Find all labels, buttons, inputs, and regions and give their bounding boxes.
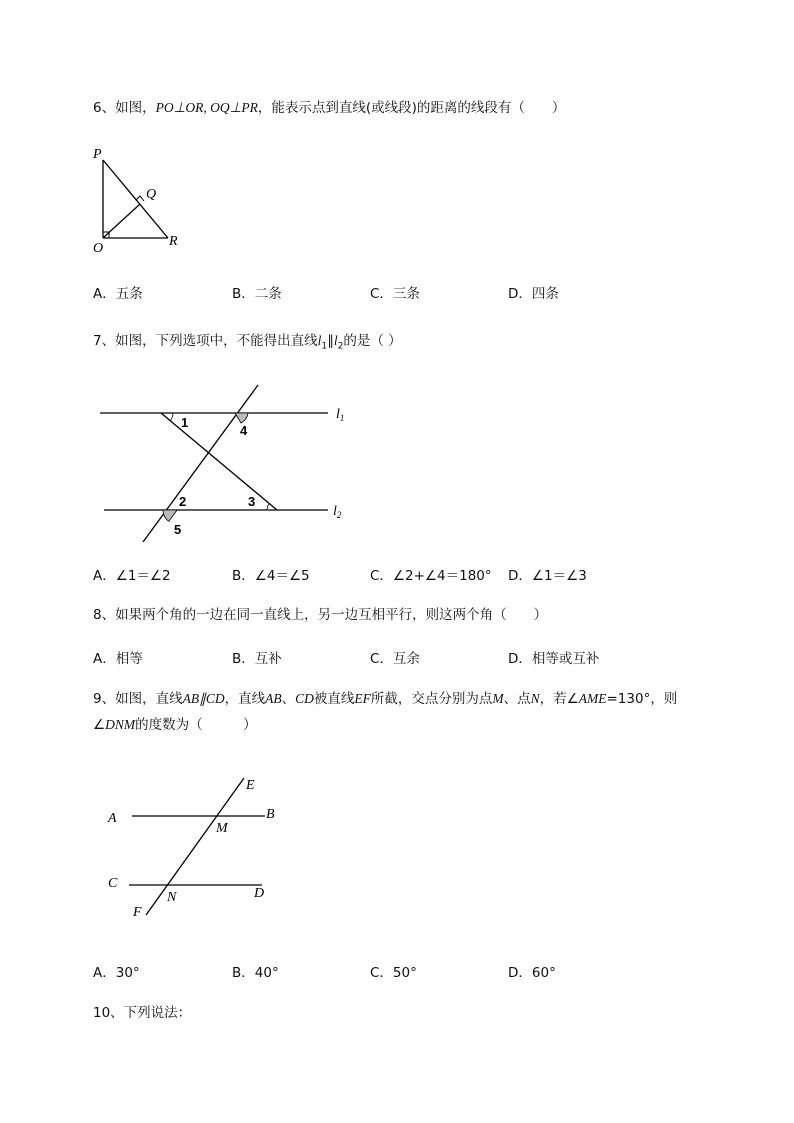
- angle-label-5: 5: [174, 522, 182, 537]
- question-8-options: [93, 647, 713, 667]
- label-P: P: [93, 147, 102, 162]
- option-d[interactable]: D．四条: [508, 286, 559, 302]
- figure-q9-parallel-lines: [100, 772, 290, 926]
- question-7-stem: 7、如图，下列选项中，不能得出直线$l_1\parallel l_2$的是（ ）: [93, 333, 402, 352]
- question-10-stem: 10、下列说法：: [93, 1005, 192, 1021]
- label-C: C: [108, 876, 118, 891]
- option-b[interactable]: B．∠4＝∠5: [232, 568, 310, 584]
- angle-label-3: 3: [248, 494, 256, 509]
- question-9-stem-line-2: ∠DNM的度数为（ ）: [93, 717, 257, 733]
- label-E: E: [246, 778, 255, 793]
- label-N: N: [167, 890, 177, 905]
- option-d[interactable]: D．∠1＝∠3: [508, 568, 587, 584]
- question-8-stem: 8、如果两个角的一边在同一直线上，另一边互相平行，则这两个角（ ）: [93, 607, 548, 623]
- label-O: O: [93, 241, 104, 256]
- angle-label-2: 2: [179, 494, 187, 509]
- label-M: M: [216, 821, 228, 836]
- question-9-options: [93, 961, 713, 981]
- angle-label-1: 1: [181, 415, 189, 430]
- question-6-options: [93, 282, 713, 302]
- option-d[interactable]: D．相等或互补: [508, 651, 600, 667]
- label-A: A: [108, 811, 117, 826]
- option-c[interactable]: C．三条: [370, 286, 420, 302]
- option-c[interactable]: C．∠2+∠4＝180°: [370, 568, 492, 584]
- condition-text: PO⊥OR, OQ⊥PR: [155, 100, 258, 115]
- question-number: 6、: [93, 100, 116, 116]
- option-a[interactable]: A．相等: [93, 651, 143, 667]
- option-a[interactable]: A．五条: [93, 286, 143, 302]
- angle-label-4: 4: [240, 423, 248, 438]
- label-R: R: [169, 234, 178, 249]
- option-a[interactable]: A．∠1＝∠2: [93, 568, 171, 584]
- line-label-l1: $l_1$: [336, 407, 345, 423]
- option-b[interactable]: B．40°: [232, 965, 279, 981]
- figure-q6-triangle: [85, 140, 195, 264]
- label-B: B: [266, 807, 275, 822]
- option-b[interactable]: B．二条: [232, 286, 282, 302]
- question-7-options: [93, 564, 713, 584]
- option-c[interactable]: C．互余: [370, 651, 420, 667]
- option-a[interactable]: A．30°: [93, 965, 140, 981]
- option-b[interactable]: B．互补: [232, 651, 282, 667]
- question-9-stem-line-1: 9、如图，直线AB∥CD，直线AB、CD被直线EF所截，交点分别为点M、点N，若∠AME=130°，则: [93, 691, 678, 707]
- question-6-stem: 6、如图，PO⊥OR, OQ⊥PR，能表示点到直线(或线段)的距离的线段有（ ）: [93, 100, 566, 116]
- option-d[interactable]: D．60°: [508, 965, 556, 981]
- line-label-l2: $l_2$: [333, 504, 342, 520]
- label-Q: Q: [146, 187, 157, 202]
- option-c[interactable]: C．50°: [370, 965, 417, 981]
- label-F: F: [133, 905, 142, 920]
- figure-q7-parallel-lines: [95, 380, 365, 554]
- label-D: D: [254, 886, 265, 901]
